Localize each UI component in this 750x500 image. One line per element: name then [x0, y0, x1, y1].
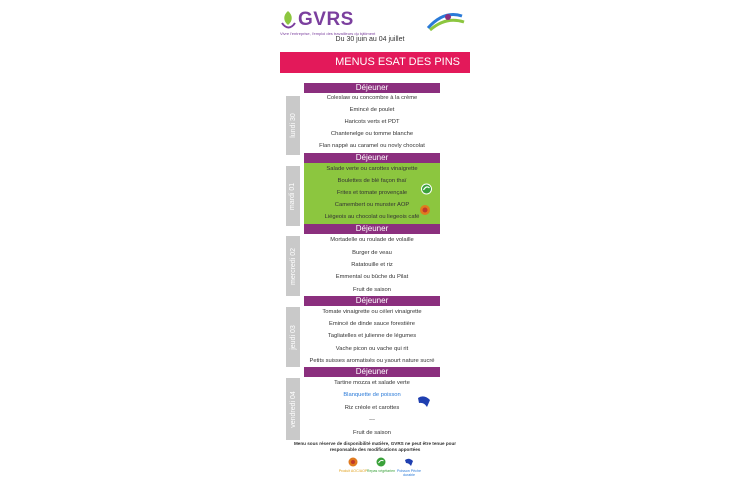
menu-item: Petits suisses aromatisés ou yaourt nature sucré	[309, 358, 435, 364]
legend-label: Repas végétarien	[366, 468, 396, 473]
menu-item: Mortadelle ou roulade de volaille	[330, 237, 414, 243]
menu-item: Fruit de saison	[352, 287, 392, 293]
logo-symbol-icon	[280, 9, 296, 31]
menu-item-fish: Blanquette de poisson	[343, 392, 401, 398]
menu-item: Tagliatelles et julienne de légumes	[327, 333, 417, 339]
day-label-vendredi	[286, 378, 300, 440]
legend-vegetarian	[366, 457, 396, 473]
menu-item: ---	[369, 417, 375, 423]
day-name: lundi 30	[289, 113, 297, 138]
day-label-lundi	[286, 96, 300, 155]
label-icon	[419, 204, 431, 216]
menu-item: Tartine mozza et salade verte	[334, 380, 410, 386]
menu-item: Emmental ou bûche du Pilat	[335, 274, 409, 280]
day-name: mercredi 02	[289, 247, 297, 285]
meal-header: Déjeuner	[304, 83, 440, 93]
menu-item: Fruit de saison	[352, 430, 392, 436]
day-name: mardi 01	[289, 182, 297, 210]
fish-icon	[416, 394, 432, 408]
logo-tagline: Vivre l'entreprise, l'emploi des travailleurs du bâtiment	[280, 31, 376, 36]
menu-item: Camembert ou munster AOP	[334, 202, 410, 208]
meal-header: Déjeuner	[304, 153, 440, 163]
legend-fish	[394, 457, 424, 478]
menu-item: Frites et tomate provençale	[336, 190, 408, 196]
meal-header: Déjeuner	[304, 367, 440, 377]
menu-item: Riz créole et carottes	[344, 405, 400, 411]
menu-item: Vache picon ou vache qui rit	[335, 346, 409, 352]
menu-item: Liégeois au chocolat ou liegeois café	[324, 214, 420, 220]
logo-text: GVRS	[298, 9, 354, 30]
menu-item: Haricots verts et PDT	[344, 119, 400, 125]
fish-icon	[404, 457, 414, 467]
menu-item: Ratatouille et riz	[351, 262, 393, 268]
day-name: jeudi 03	[289, 324, 297, 350]
menu-item: Emincé de poulet	[349, 107, 395, 113]
menu-item: Burger de veau	[352, 250, 392, 256]
menu-item: Boulettes de blé façon thaï	[337, 178, 407, 184]
runner-logo-icon	[424, 8, 466, 34]
menu-item: Chantenelge ou tomme blanche	[330, 131, 414, 137]
menu-item: Tomate vinaigrette ou céleri vinaigrette	[322, 309, 422, 315]
page-title: MENUS ESAT DES PINS	[280, 52, 470, 73]
menu-item: Emincé de dinde sauce forestière	[328, 321, 416, 327]
day-name: vendredi 04	[289, 390, 297, 428]
date-range: Du 30 juin au 04 juillet	[335, 36, 405, 43]
label-icon	[348, 457, 358, 467]
leaf-icon	[376, 457, 386, 467]
meal-header: Déjeuner	[304, 224, 440, 234]
partner-logo	[424, 8, 466, 34]
legend-label: Poisson Pêche durable	[397, 468, 421, 477]
leaf-icon	[420, 183, 433, 195]
disclaimer-note: Menu sous réserve de disponibilité matière, GVRS ne peut être tenue pour responsable des modifications apportées	[293, 441, 457, 452]
day-label-jeudi	[286, 307, 300, 367]
day-label-mercredi	[286, 236, 300, 296]
legend-aoc	[338, 457, 368, 473]
day-label-mardi	[286, 166, 300, 226]
gvrs-logo	[280, 8, 376, 36]
menu-item: Coleslaw ou concombre à la crème	[326, 95, 418, 101]
meal-header: Déjeuner	[304, 296, 440, 306]
menu-item: Flan nappé au caramel ou novly chocolat	[319, 143, 425, 149]
legend-label: Produit AOC/AOP	[338, 468, 368, 473]
menu-item: Salade verte ou carottes vinaigrette	[326, 166, 418, 172]
